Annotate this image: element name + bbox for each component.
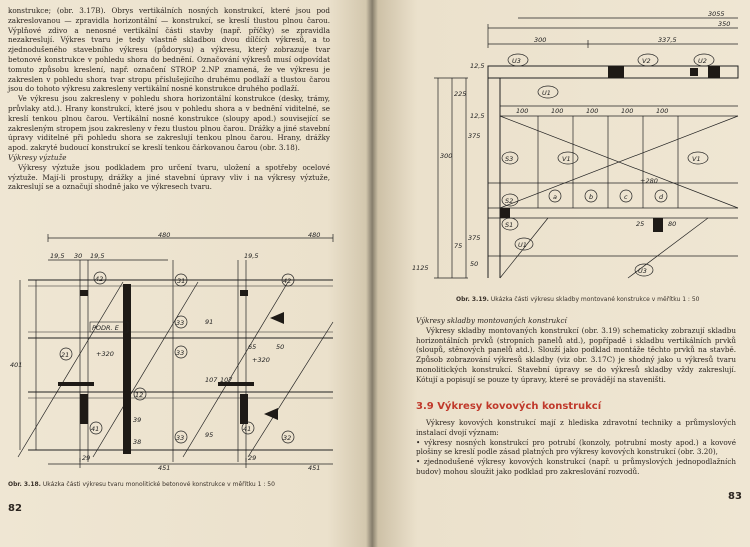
dim-195-c-label: 19,5 — [244, 252, 259, 260]
circle-33b-label: 33 — [176, 349, 185, 357]
left-paragraph-1: konstrukce; (obr. 3.17B). Obrys vertikálních nosných konstrukcí, které jsou pod zakreslovanou — zpravidla horizontální — konstrukcí, se kreslí tlustou plnou čarou. Výplňové zdivo a nenosné vertikální části stavby (např. příčky) se zpravidla nezakreslují. Výkres tvaru je tedy vlastně skladbou dvou dílčích výkresů, a to zjednodušeného stavebního výkresu (půdorysu) a výkresu, který zobrazuje tvar betonové konstrukce v pohledu shora do bednění. Označování výkresů musí odpovídat tomuto způsobu kreslení, např. označení STROP 2.NP znamená, že ve výkresu je zakreslen v pohledu shora tvar stropu příslušejícího druhému podlaží a tlustou čarou jsou do tohoto výkresu zakresleny vertikální nosné konstrukce druhého podlaží. — [8, 6, 330, 94]
right-paragraph-2: Výkresy kovových konstrukcí mají z hlediska zdravotní techniky a průmyslových instalací dvojí význam: — [416, 418, 736, 437]
right-bullet-2: • zjednodušené výkresy kovových konstrukcí (např. u průmyslových jednopodlažních budov) mohou sloužit jako podklad pro zakreslování rozvodů. — [416, 457, 736, 476]
level-320a-label: +320 — [96, 350, 114, 358]
tag-d-label: d — [659, 193, 664, 201]
dim-50-label: 50 — [470, 260, 479, 268]
right-page-number: 83 — [728, 491, 742, 502]
tag-u1a-label: U1 — [542, 89, 551, 97]
dim-50-label: 50 — [276, 343, 285, 351]
dim-39-label: 39 — [133, 416, 142, 424]
left-paragraph-3: Výkresy výztuže jsou podkladem pro určení tvaru, uložení a spotřeby ocelové výztuže. Mají-li prostupy, drážky a jiné stavební úpravy vliv i na výkresy výztuže, zakreslují se a označují shodně jako ve výkresech tvaru. — [8, 162, 330, 192]
right-paragraph-1: Výkresy skladby montovaných konstrukcí (obr. 3.19) schematicky zobrazují skladbu horizontálních prvků (stropních panelů atd.), popřípadě i skladbu vertikálních prvků (sloupů, stěnových panelů atd.). Slouží jako podklad montáže těchto prvků na stavbě. Způsob zobrazování výkresů skladby (viz obr. 3.17C) je shodný jako u výkresů tvaru monolitických konstrukcí. Stavební úpravy se do výkresů skladby vždy zakreslují. Kótují a popisují se pouze ty úpravy, které se provádějí na staveništi. — [416, 325, 736, 384]
dim-401-label: 401 — [10, 361, 23, 369]
tag-c-label: c — [624, 193, 628, 201]
section-heading: 3.9 Výkresy kovových konstrukcí — [416, 401, 602, 412]
dim-125a-label: 12,5 — [470, 112, 485, 120]
assembly-drawing — [408, 8, 748, 294]
left-page — [0, 0, 372, 547]
tag-v1a-label: V1 — [562, 155, 571, 163]
left-caption-text: Ukázka části výkresu tvaru monolitické betonové konstrukce v měřítku 1 : 50 — [42, 481, 275, 488]
tag-b-label: b — [589, 193, 594, 201]
dim-91-label: 91 — [205, 318, 214, 326]
tag-u1b-label: U1 — [518, 241, 527, 249]
tag-u3b-label: U3 — [638, 267, 647, 275]
circle-41a-label: 41 — [91, 425, 100, 433]
tag-a-label: a — [553, 193, 557, 201]
circle-31-label: 31 — [177, 277, 186, 285]
dim-100d-label: 100 — [621, 107, 634, 115]
dim-65-label: 65 — [248, 343, 257, 351]
dim-75-label: 75 — [454, 242, 463, 250]
left-page-number: 82 — [8, 503, 22, 514]
right-page — [372, 0, 750, 547]
dim-300-label: 300 — [534, 36, 547, 44]
dim-95-label: 95 — [205, 431, 214, 439]
circle-33a-label: 33 — [176, 319, 185, 327]
tag-s1-label: S1 — [505, 221, 514, 229]
tag-u2-label: U2 — [698, 57, 707, 65]
left-caption-label: Obr. 3.18. — [8, 481, 41, 488]
dim-107b-label: 107 — [220, 376, 233, 384]
level-320b-label: +320 — [252, 356, 270, 364]
dim-top-label: 480 — [158, 232, 171, 239]
dim-29a-label: 29 — [82, 454, 91, 462]
dim-225-label: 225 — [454, 90, 467, 98]
circle-32-label: 32 — [283, 434, 292, 442]
formwork-drawing — [8, 232, 348, 472]
circle-41b-label: 41 — [243, 425, 252, 433]
right-subheading: Výkresy skladby montovaných konstrukcí — [416, 316, 567, 325]
dim-38-label: 38 — [133, 438, 142, 446]
dim-30-label: 30 — [74, 252, 83, 260]
right-caption-text: Ukázka části výkresu skladby montované konstrukce v měřítku 1 : 50 — [490, 296, 700, 303]
dim-100c-label: 100 — [586, 107, 599, 115]
circle-42b-label: 42 — [283, 277, 292, 285]
dim-125b-label: 12,5 — [470, 62, 485, 70]
tag-poor-label: PODR. E — [92, 324, 119, 332]
tag-v1b-label: V1 — [692, 155, 701, 163]
dim-100e-label: 100 — [656, 107, 669, 115]
tag-v2-label: V2 — [642, 57, 651, 65]
circle-33c-label: 33 — [176, 434, 185, 442]
tag-s2-label: S2 — [505, 197, 514, 205]
circle-21-label: 21 — [61, 351, 70, 359]
dim-300v-label: 300 — [440, 152, 453, 160]
dim-29b-label: 29 — [248, 454, 257, 462]
dim-451b-label: 451 — [308, 464, 321, 472]
circle-42a-label: 42 — [95, 275, 104, 283]
tag-s3-label: S3 — [505, 155, 514, 163]
circle-12-label: 12 — [135, 391, 144, 399]
dim-451a-label: 451 — [158, 464, 171, 472]
dim-195-a-label: 19,5 — [50, 252, 65, 260]
left-paragraph-2: Ve výkresu jsou zakresleny v pohledu shora horizontální konstrukce (desky, trámy, průvlaky atd.). Hrany konstrukcí, které jsou v pohledu shora a v bednění viditelné, se kreslí tenkou plnou čarou. Vertikální nosné konstrukce (sloupy apod.) související se zakresleným stropem jsou zakresleny v řezu tlustou plnou čarou. Drážky a jiné stavební úpravy viditelné při pohledu shora se zakreslují tenkou plnou čarou. Hrany, drážky apod. zakryté budoucí konstrukcí se kreslí tenkou čárkovanou čarou (obr. 3.18). — [8, 94, 330, 153]
level-280-label: +280 — [640, 177, 658, 185]
dim-375a-label: 375 — [468, 132, 481, 140]
dim-100a-label: 100 — [516, 107, 529, 115]
dim-3375-label: 337,5 — [658, 36, 677, 44]
dim-80-label: 80 — [668, 220, 677, 228]
dim-107a-label: 107 — [205, 376, 218, 384]
dim-100b-label: 100 — [551, 107, 564, 115]
right-page-text-1 — [416, 316, 736, 385]
dim-350-label: 350 — [718, 20, 731, 28]
dim-375b-label: 375 — [468, 234, 481, 242]
right-page-text-2 — [416, 418, 736, 477]
right-bullet-1: • výkresy nosných konstrukcí pro potrubí (konzoly, potrubní mosty apod.) a kovové plošiny se kreslí podle zásad platných pro výkresy kovových konstrukcí (obr. 3.20), — [416, 437, 736, 457]
tag-u3a-label: U3 — [512, 57, 521, 65]
left-figure-caption — [8, 481, 348, 489]
left-subheading: Výkresy výztuže — [8, 152, 67, 162]
dim-195-b-label: 19,5 — [90, 252, 105, 260]
dim-3055-label: 3055 — [708, 10, 725, 18]
book-gutter — [366, 0, 378, 547]
right-figure-caption — [456, 296, 746, 304]
dim-1125-label: 1125 — [412, 264, 429, 272]
left-page-text — [8, 6, 330, 192]
right-caption-label: Obr. 3.19. — [456, 296, 489, 303]
dim-top-right-label: 480 — [308, 232, 321, 239]
dim-25-label: 25 — [636, 220, 645, 228]
